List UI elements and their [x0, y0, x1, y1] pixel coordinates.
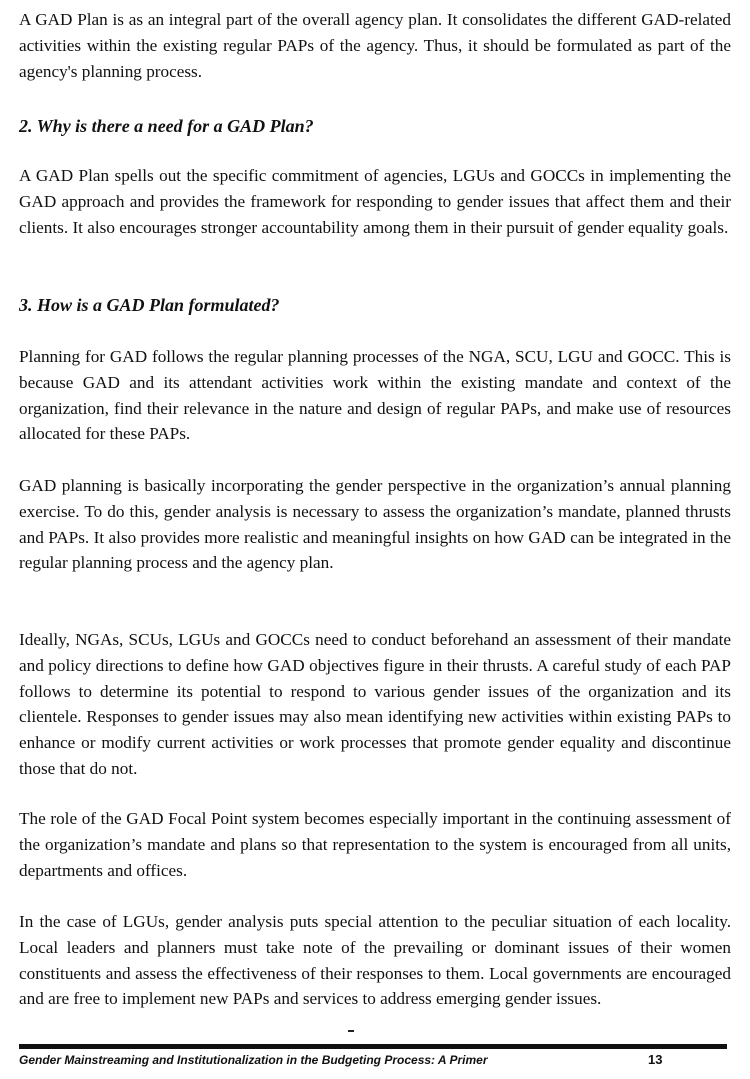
heading-why-need-gad-plan: 2. Why is there a need for a GAD Plan?	[19, 116, 314, 136]
footer-rule	[19, 1044, 727, 1049]
paragraph-planning-for-gad: Planning for GAD follows the regular planning processes of the NGA, SCU, LGU and GOCC. This is because GAD and its attendant activities work within the existing mandate and context of the organization, find their relevance in the nature and design of regular PAPs, and make use of resources allocated for these PAPs.	[19, 347, 731, 444]
page-number: 13	[648, 1052, 663, 1067]
paragraph-gad-plan-integral: A GAD Plan is as an integral part of the overall agency plan. It consolidates the different GAD-related activities within the existing regular PAPs of the agency. Thus, it should be formulated as part of the agency's planning process.	[19, 10, 731, 81]
paragraph-focal-point-role: The role of the GAD Focal Point system becomes especially important in the continuing assessment of the organization’s mandate and plans so that representation to the system is encouraged from all units, departments and offices.	[19, 809, 731, 880]
paragraph-ideally-assessment: Ideally, NGAs, SCUs, LGUs and GOCCs need to conduct beforehand an assessment of their mandate and policy directions to define how GAD objectives figure in their thrusts. A careful study of each PAP follows to determine its potential to respond to various gender issues of the organization and its clientele. Responses to gender issues may also mean identifying new activities within existing PAPs to enhance or modify current activities or work processes that promote gender equality and discontinue those that do not.	[19, 630, 731, 778]
paragraph-gad-plan-commitment: A GAD Plan spells out the specific commitment of agencies, LGUs and GOCCs in implementing the GAD approach and provides the framework for responding to gender issues that affect them and their clients. It also encourages stronger accountability among them in their pursuit of gender equality goals.	[19, 166, 731, 237]
paragraph-gad-planning-basically: GAD planning is basically incorporating the gender perspective in the organization’s annual planning exercise. To do this, gender analysis is necessary to assess the organization’s mandate, planned thrusts and PAPs. It also provides more realistic and meaningful insights on how GAD can be integrated in the regular planning process and the agency plan.	[19, 476, 731, 573]
heading-how-gad-plan-formulated: 3. How is a GAD Plan formulated?	[19, 295, 280, 315]
footer-title: Gender Mainstreaming and Institutionalization in the Budgeting Process: A Primer	[19, 1053, 488, 1067]
footer-mark	[348, 1030, 354, 1032]
paragraph-case-of-lgus: In the case of LGUs, gender analysis puts special attention to the peculiar situation of each locality. Local leaders and planners must take note of the prevailing or dominant issues of their women constituents and assess the effectiveness of their responses to them. Local governments are encouraged and are free to implement new PAPs and services to address emerging gender issues.	[19, 912, 731, 1009]
